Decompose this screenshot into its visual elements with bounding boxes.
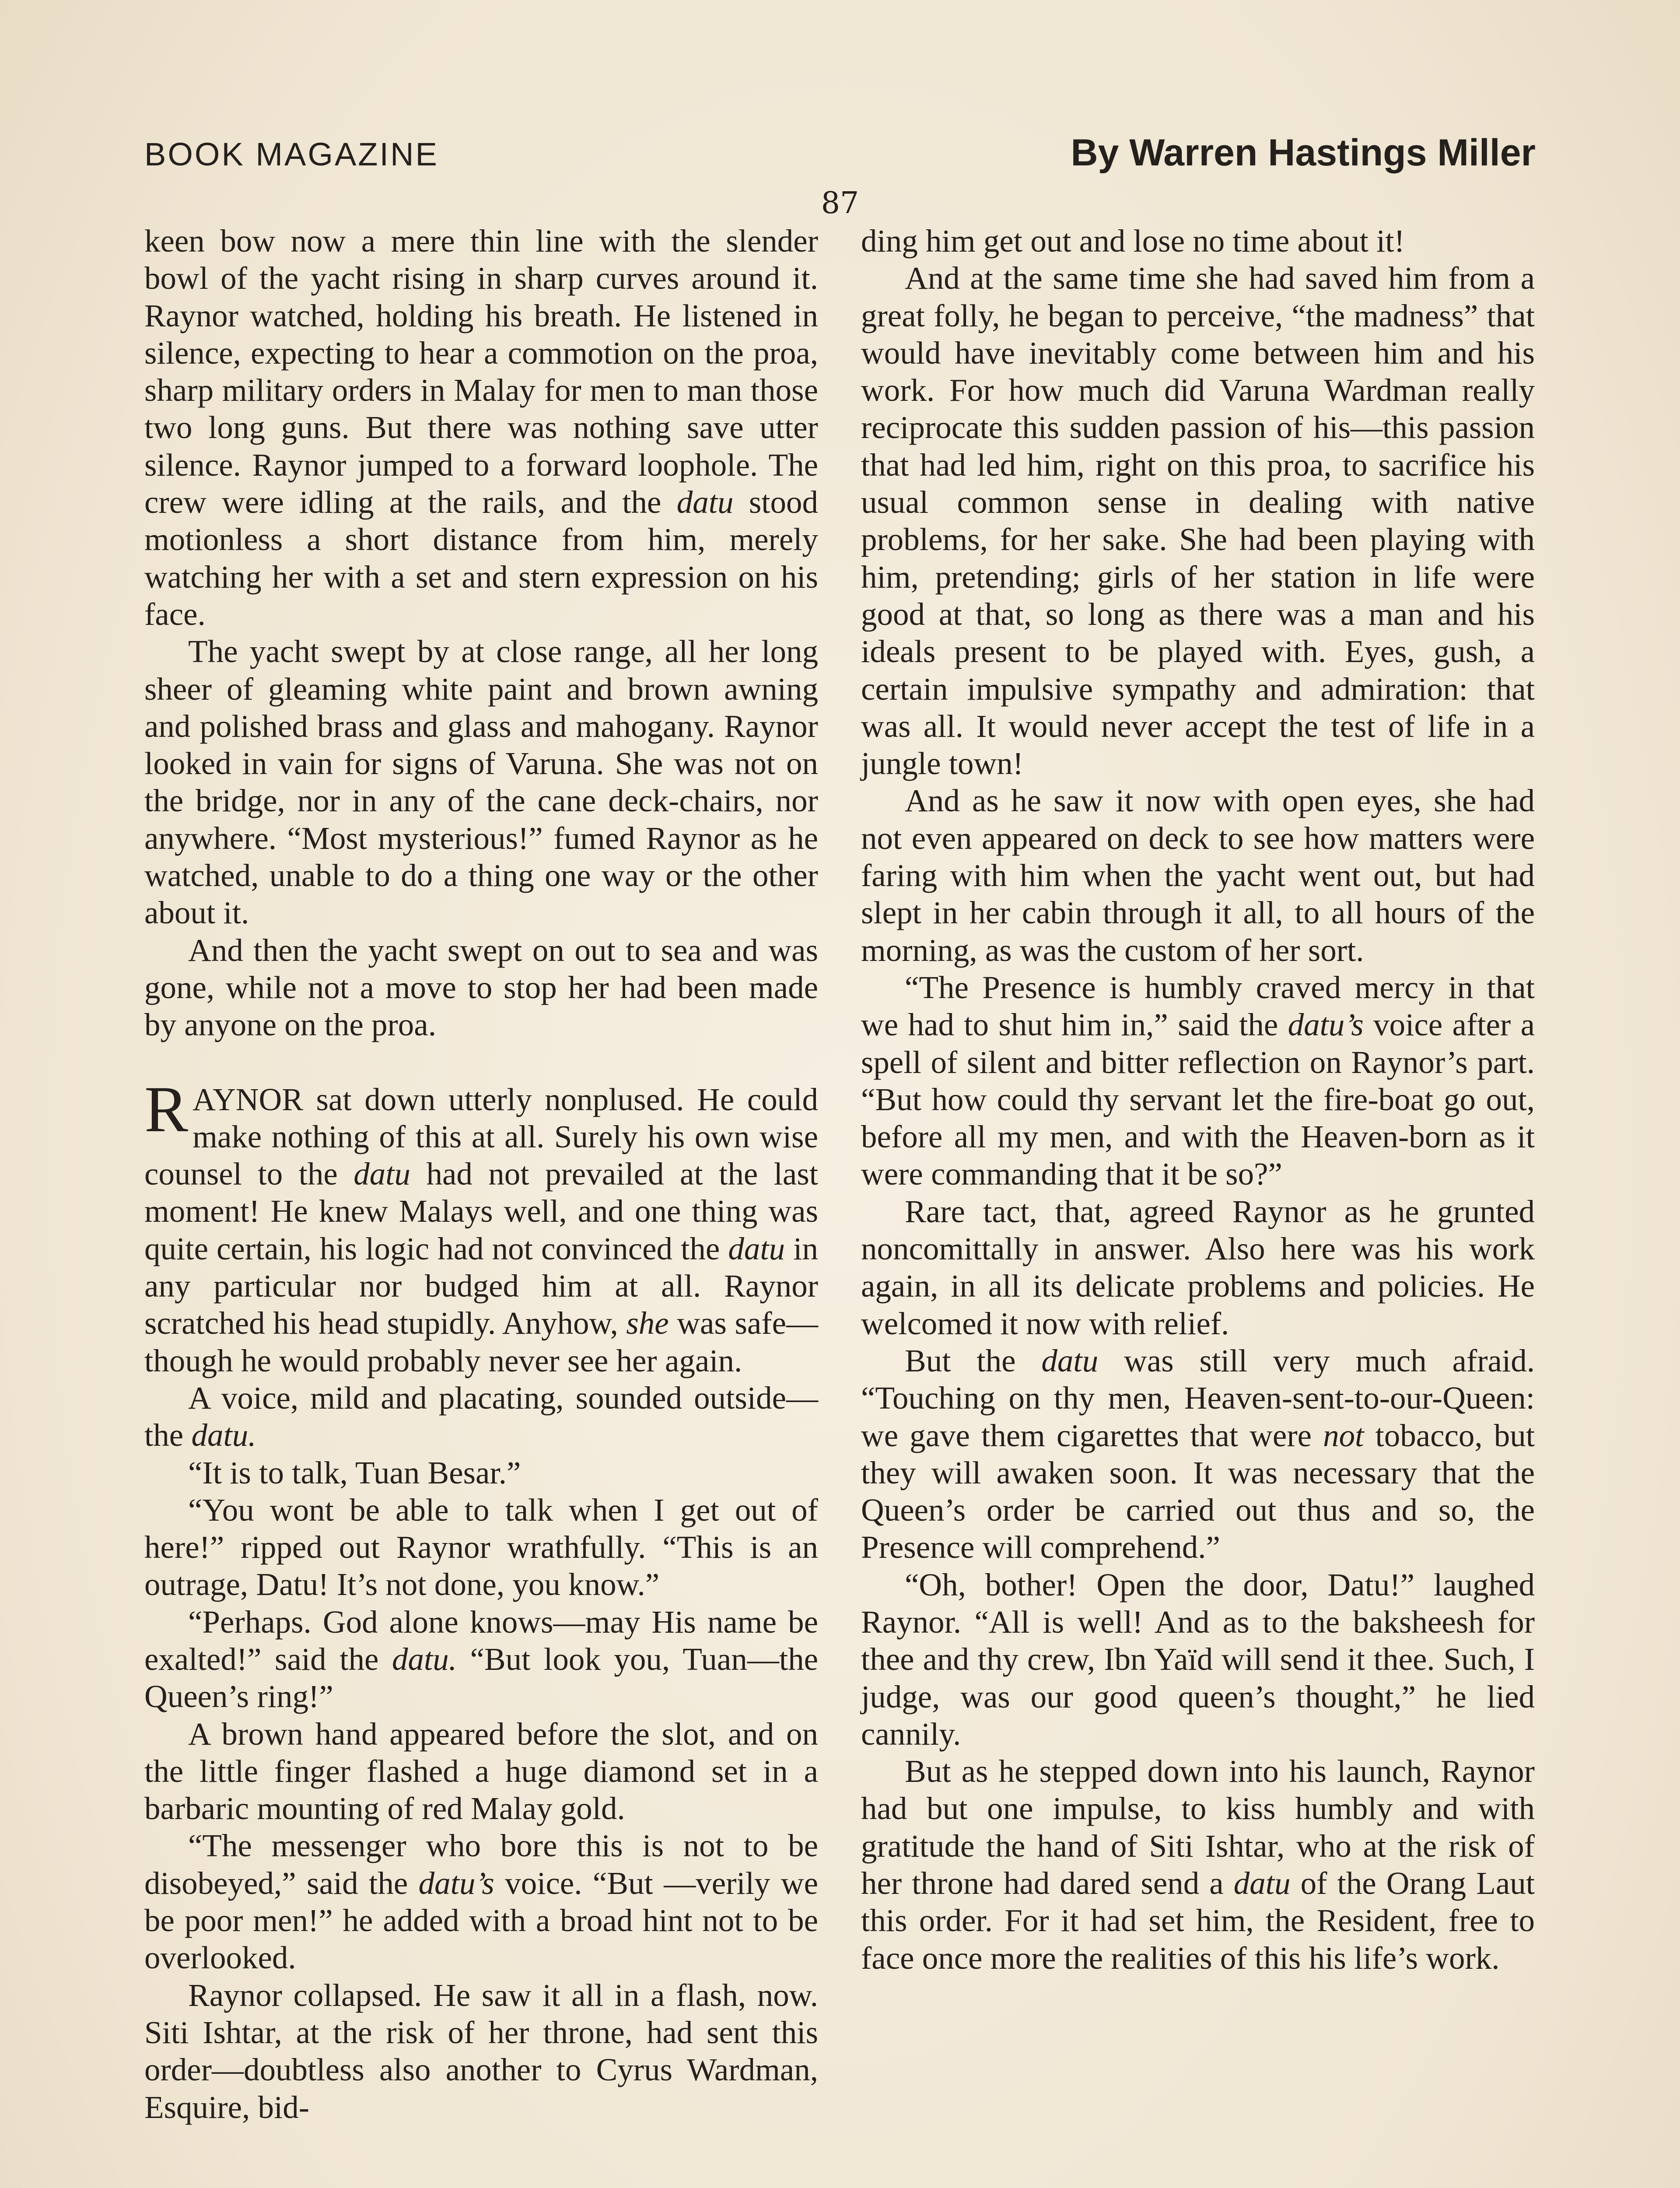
paragraph: “The messenger who bore this is not to be disobeyed,” said the datu’s voice. “But —verily we be poor men!” he added with a broad hint not to be overlooked. — [144, 1828, 819, 1976]
paragraph: keen bow now a mere thin line with the slender bowl of the yacht rising in sharp curves around it. Raynor watched, holding his breath. He listened in silence, expecting to hear a commotion on the proa, sharp military orders in Malay for men to man those two long guns. But there was nothing save utter silence. Raynor jumped to a forward loophole. The crew were idling at the rails, and the datu stood motionless a short distance from him, merely watching her with a set and stern expression on his face. — [144, 223, 819, 632]
paragraph: Rare tact, that, agreed Raynor as he grunted noncomittally in answer. Also here was his work again, in all its delicate problems and policies. He welcomed it now with relief. — [861, 1193, 1535, 1341]
paragraph: Raynor collapsed. He saw it all in a flash, now. Siti Ishtar, at the risk of her throne, had sent this order—doubtless also another to Cyrus Wardman, Esquire, bid- — [144, 1977, 818, 2125]
paragraph: ding him get out and lose no time about it! — [861, 223, 1405, 259]
left-column — [144, 222, 818, 2126]
paragraph: And at the same time she had saved him from a great folly, he began to perceive, “the madness” that would have inevitably come between him and his work. For how much did Varuna Wardman really reciprocate this sudden passion of his—this passion that had led him, right on this proa, to sacrifice his usual common sense in dealing with native problems, for her sake. She had been playing with him, pretending; girls of her station in life were good at that, so long as there was a man and his ideals present to be played with. Eyes, gush, a certain impulsive sympathy and admiration: that was all. It would never accept the test of life in a jungle town! — [861, 260, 1535, 782]
paragraph: And then the yacht swept on out to sea and was gone, while not a move to stop her had been made by anyone on the proa. — [144, 932, 818, 1043]
paragraph: “It is to talk, Tuan Besar.” — [188, 1455, 521, 1490]
magazine-title: BOOK MAGAZINE — [144, 136, 439, 172]
paragraph-dropcap: RAYNOR sat down utterly nonplused. He could make nothing of this at all. Surely his own wise counsel to the datu had not prevailed at the last moment! He knew Malays well, and one thing was quite certain, his logic had not convinced the datu in any particular nor budged him at all. Raynor scratched his head stupidly. Anyhow, she was safe—though he would probably never see her again. — [144, 1073, 819, 1378]
paragraph: And as he saw it now with open eyes, she had not even appeared on deck to see how matters were faring with him when the yacht went out, but had slept in her cabin through it all, to all hours of the morning, as was the custom of her sort. — [861, 783, 1535, 968]
paragraph: “Perhaps. God alone knows—may His name be exalted!” said the datu. “But look you, Tuan—the Queen’s ring!” — [144, 1604, 818, 1715]
paragraph: A brown hand appeared before the slot, and on the little finger flashed a huge diamond set in a barbaric mounting of red Malay gold. — [144, 1716, 818, 1827]
paragraph: But as he stepped down into his launch, Raynor had but one impulse, to kiss humbly and with gratitude the hand of Siti Ishtar, who at the risk of her throne had dared send a datu of the Orang Laut this order. For it had set him, the Resident, free to face once more the realities of this his life’s work. — [861, 1753, 1535, 1976]
paragraph: A voice, mild and placating, sounded outside—the datu. — [144, 1380, 818, 1453]
paragraph: The yacht swept by at close range, all her long sheer of gleaming white paint and brown awning and polished brass and glass and mahogany. Raynor looked in vain for signs of Varuna. She was not on the bridge, nor in any of the cane deck-chairs, nor anywhere. “Most mysterious!” fumed Raynor as he watched, unable to do a thing one way or the other about it. — [144, 634, 818, 931]
paragraph: “The Presence is humbly craved mercy in that we had to shut him in,” said the datu’s voice after a spell of silent and bitter reflection on Raynor’s part. “But how could thy servant let the fire-boat go out, before all my men, and with the Heaven-born as it were commanding that it be so?” — [861, 969, 1535, 1192]
paragraph: But the datu was still very much afraid. “Touching on thy men, Heaven-sent-to-our-Queen: we gave them cigarettes that were not tobacco, but they will awaken soon. It was necessary that the Queen’s order be carried out thus and so, the Presence will comprehend.” — [861, 1343, 1535, 1565]
page-number: 87 — [821, 186, 859, 221]
right-column — [861, 222, 1535, 1977]
author-byline: By Warren Hastings Miller — [1071, 132, 1536, 174]
section-break — [144, 1044, 818, 1081]
paragraph: “You wont be able to talk when I get out of here!” ripped out Raynor wrathfully. “This is an outrage, Datu! It’s not done, you know.” — [144, 1492, 818, 1602]
drop-cap: R — [144, 1073, 189, 1146]
paragraph: “Oh, bother! Open the door, Datu!” laughed Raynor. “All is well! And as to the baksheesh for thee and thy crew, Ibn Yaïd will send it thee. Such, I judge, was our good queen’s thought,” he lied cannily. — [861, 1567, 1535, 1752]
